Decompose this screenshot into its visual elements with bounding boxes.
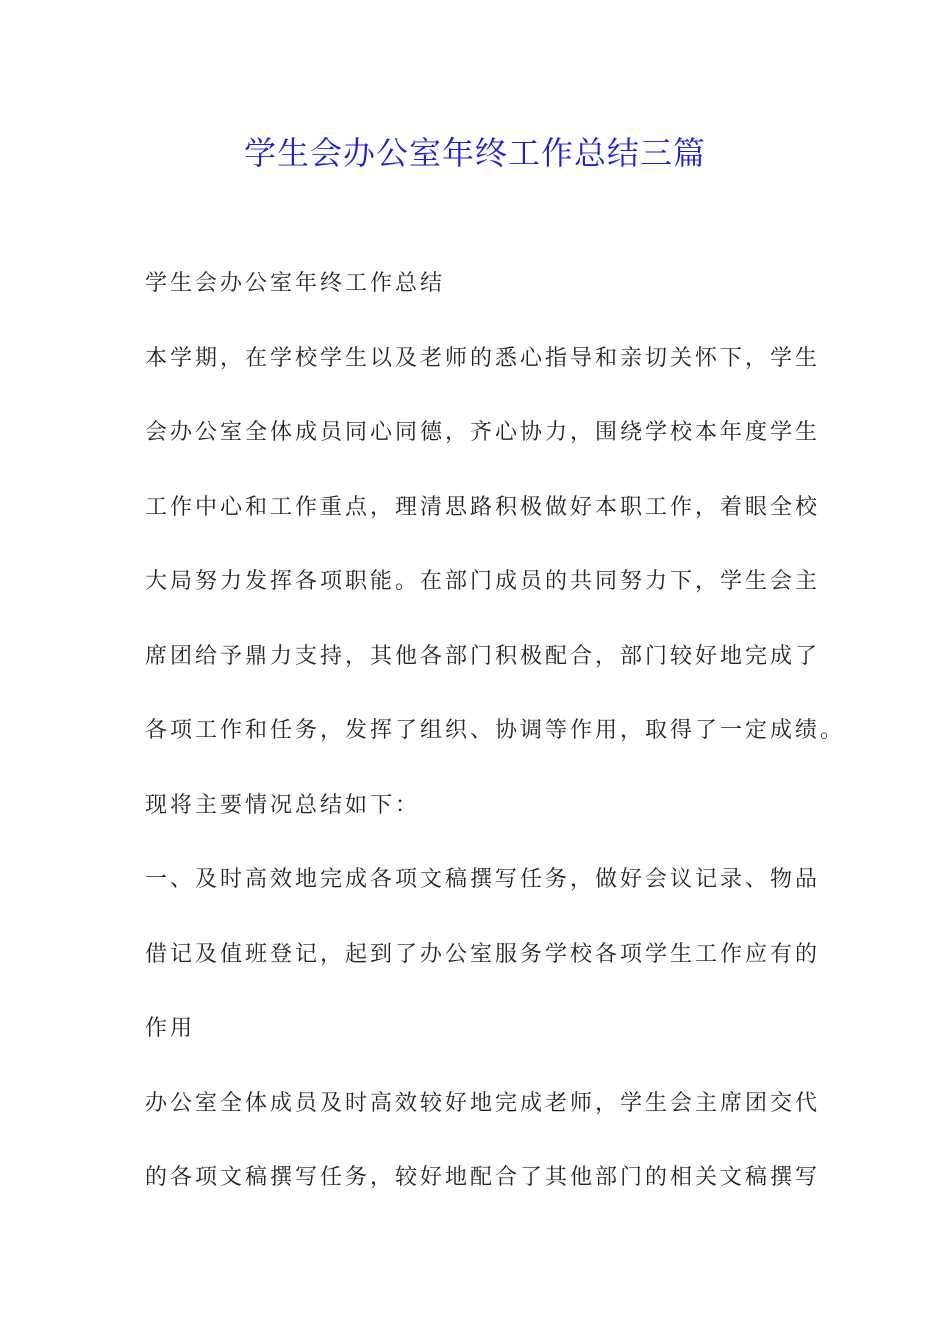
- section-heading-line: 借记及值班登记，起到了办公室服务学校各项学生工作应有的: [145, 942, 821, 967]
- paragraph-line: 各项工作和任务，发挥了组织、协调等作用，取得了一定成绩。: [145, 718, 846, 743]
- paragraph-line: 办公室全体成员及时高效较好地完成老师，学生会主席团交代: [145, 1091, 821, 1116]
- paragraph-line: 会办公室全体成员同心同德，齐心协力，围绕学校本年度学生: [145, 420, 821, 445]
- paragraph-line: 大局努力发挥各项职能。在部门成员的共同努力下，学生会主: [145, 569, 821, 594]
- paragraph-line: 的各项文稿撰写任务，较好地配合了其他部门的相关文稿撰写: [145, 1165, 821, 1190]
- section-heading-line: 作用: [145, 1016, 196, 1041]
- paragraph-line: 现将主要情况总结如下：: [145, 793, 421, 818]
- section-heading-line: 一、及时高效地完成各项文稿撰写任务，做好会议记录、物品: [145, 867, 821, 892]
- paragraph-line: 席团给予鼎力支持，其他各部门积极配合，部门较好地完成了: [145, 644, 821, 669]
- document-title: 学生会办公室年终工作总结三篇: [243, 134, 706, 172]
- subtitle-line: 学生会办公室年终工作总结: [145, 271, 446, 296]
- paragraph-line: 工作中心和工作重点，理清思路积极做好本职工作，着眼全校: [145, 495, 821, 520]
- paragraph-line: 本学期，在学校学生以及老师的悉心指导和亲切关怀下，学生: [145, 346, 821, 371]
